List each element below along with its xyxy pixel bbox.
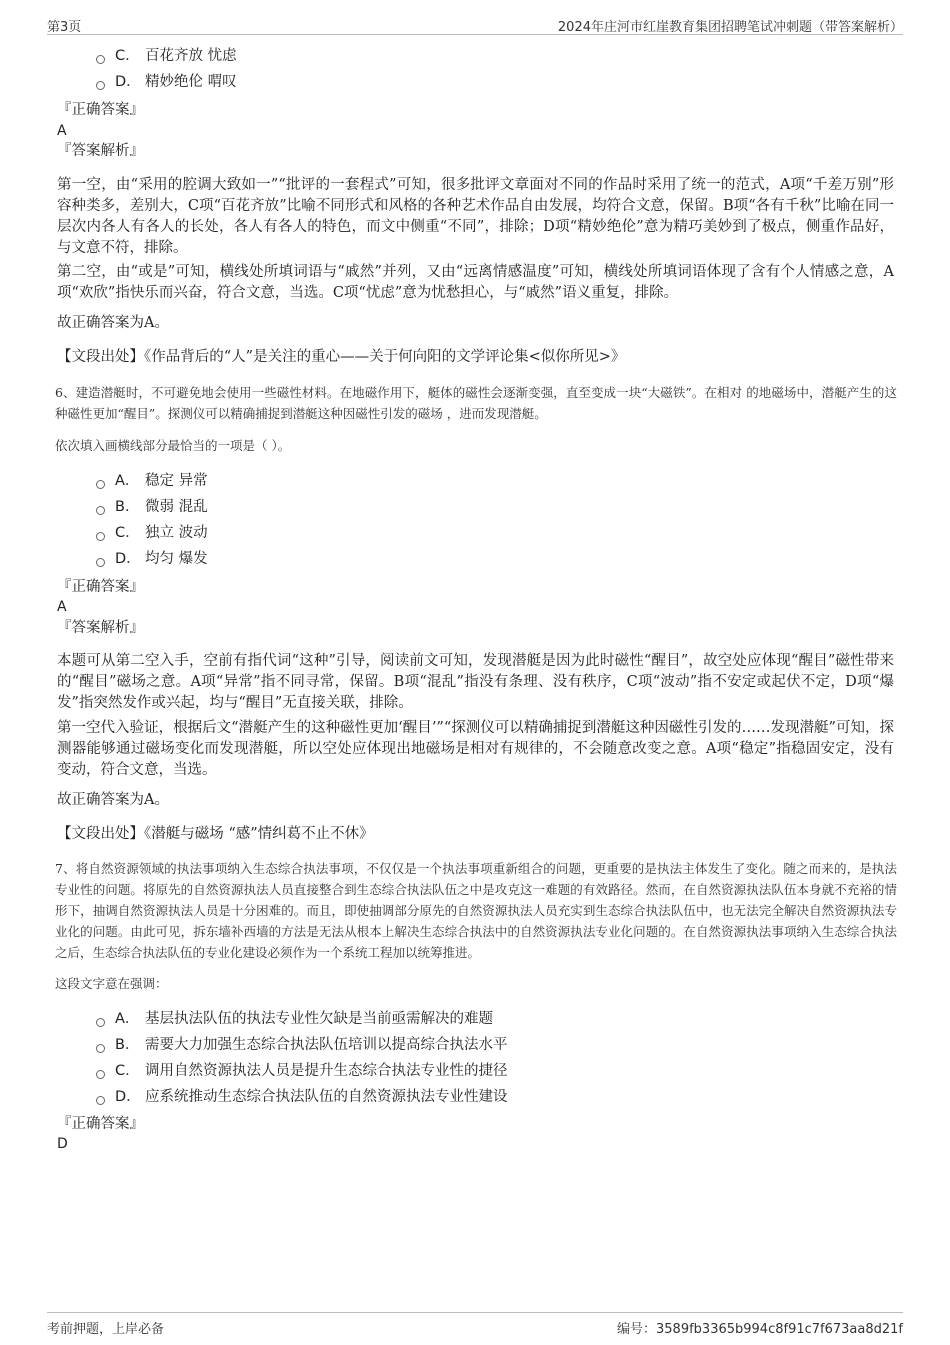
q6-options	[96, 468, 208, 572]
document-serial: 编号：3589fb3365b994c8f91c7f673aa8d21f	[617, 1322, 903, 1337]
radio-circle-icon[interactable]	[96, 532, 105, 541]
radio-circle-icon[interactable]	[96, 81, 105, 90]
q5-option-d[interactable]: D． 精妙绝伦 喟叹	[96, 69, 237, 95]
q6-option-b[interactable]: B． 微弱 混乱	[96, 494, 208, 520]
q6-option-d[interactable]: D． 均匀 爆发	[96, 546, 208, 572]
radio-circle-icon[interactable]	[96, 1096, 105, 1105]
q6-correct-answer-label: 『正确答案』	[57, 579, 144, 595]
q7-option-a[interactable]: A． 基层执法队伍的执法专业性欠缺是当前亟需解决的难题	[96, 1006, 508, 1032]
q7-prompt: 这段文字意在强调：	[55, 976, 168, 991]
q6-answer: A	[57, 599, 67, 615]
page-footer	[47, 1312, 903, 1337]
radio-circle-icon[interactable]	[96, 1044, 105, 1053]
q6-analysis-para-1: 本题可从第二空入手，空前有指代词“这种”引导，阅读前文可知，发现潜艇是因为此时磁性“醒目”，故空处应体现“醒目”磁性带来的“醒目”磁场之意。A项“异常”指不同寻常，保留。B项“混乱”指没有条理、没有秩序，C项“波动”指不安定或起伏不定，D项“爆发”指突然发作或兴起，均与“醒目”无直接关联，排除。	[57, 653, 894, 711]
footer-slogan: 考前押题，上岸必备	[47, 1322, 165, 1337]
q5-answer: A	[57, 123, 67, 139]
q5-analysis-para-1: 第一空，由“采用的腔调大致如一”“批评的一套程式”可知，很多批评文章面对不同的作品时采用了统一的范式，A项“千差万别”形容种类多，差别大，C项“百花齐放”比喻不同形式和风格的各种艺术作品自由发展，均符合文意，保留。B项“各有千秋”比喻在同一层次内各人有各人的长处，各人有各人的特色，而文中侧重“不同”，排除；D项“精妙绝伦”意为精巧美妙到了极点，侧重作品好，与文意不符，排除。	[57, 177, 894, 256]
q5-source: 【文段出处】《作品背后的“人”是关注的重心——关于何向阳的文学评论集<似你所见>》	[57, 349, 626, 365]
q7-option-c[interactable]: C． 调用自然资源执法人员是提升生态综合执法专业性的捷径	[96, 1058, 508, 1084]
q7-options	[96, 1006, 508, 1110]
q6-option-a[interactable]: A． 稳定 异常	[96, 468, 208, 494]
q6-stem: 6、建造潜艇时，不可避免地会使用一些磁性材料。在地磁作用下，艇体的磁性会逐渐变强，直至变成一块“大磁铁”。在相对 的地磁场中，潜艇产生的这种磁性更加“醒目”。探测仪可以精确捕捉到潜艇这种因磁性引发的磁场 ，进而发现潜艇。	[55, 385, 897, 421]
q5-analysis-conclusion: 故正确答案为A。	[57, 315, 169, 331]
radio-circle-icon[interactable]	[96, 1018, 105, 1027]
radio-circle-icon[interactable]	[96, 480, 105, 489]
q7-stem: 7、将自然资源领域的执法事项纳入生态综合执法事项，不仅仅是一个执法事项重新组合的问题，更重要的是执法主体发生了变化。随之而来的，是执法专业性的问题。将原先的自然资源执法人员直接整合到生态综合执法队伍之中是攻克这一难题的有效路径。然而，在自然资源执法队伍本身就不充裕的情形下，抽调自然资源执法人员是十分困难的。而且，即使抽调部分原先的自然资源执法人员充实到生态综合执法队伍中，也无法完全解决自然资源执法专业化的问题。由此可见，拆东墙补西墙的方法是无法从根本上解决生态综合执法中的自然资源执法专业化问题的。在自然资源执法事项纳入生态综合执法之后，生态综合执法队伍的专业化建设必须作为一个系统工程加以统筹推进。	[55, 861, 897, 960]
q5-option-c[interactable]: C． 百花齐放 忧虑	[96, 43, 237, 69]
q7-answer: D	[57, 1136, 68, 1152]
page-header	[47, 12, 903, 35]
q5-correct-answer-label: 『正确答案』	[57, 102, 144, 118]
radio-circle-icon[interactable]	[96, 506, 105, 515]
q5-analysis-para-2: 第二空，由“或是”可知，横线处所填词语与“戚然”并列，又由“远离情感温度”可知，横线处所填词语体现了含有个人情感之意，A项“欢欣”指快乐而兴奋，符合文意，当选。C项“忧虑”意为忧愁担心，与“戚然”语义重复，排除。	[57, 264, 894, 301]
radio-circle-icon[interactable]	[96, 1070, 105, 1079]
q6-option-c[interactable]: C． 独立 波动	[96, 520, 208, 546]
radio-circle-icon[interactable]	[96, 55, 105, 64]
q7-option-b[interactable]: B． 需要大力加强生态综合执法队伍培训以提高综合执法水平	[96, 1032, 508, 1058]
q6-prompt: 依次填入画横线部分最恰当的一项是（ ）。	[55, 438, 291, 453]
document-title: 2024年庄河市红崖教育集团招聘笔试冲刺题（带答案解析）	[557, 20, 903, 35]
q6-analysis-conclusion: 故正确答案为A。	[57, 792, 169, 808]
radio-circle-icon[interactable]	[96, 558, 105, 567]
q5-options	[96, 43, 237, 95]
q6-analysis-para-2: 第一空代入验证，根据后文“潜艇产生的这种磁性更加‘醒目’”“探测仪可以精确捕捉到潜艇这种因磁性引发的……发现潜艇”可知，探测器能够通过磁场变化而发现潜艇，所以空处应体现出地磁场是相对有规律的，不会随意改变之意。A项“稳定”指稳固安定，没有变动，符合文意，当选。	[57, 720, 894, 778]
q5-analysis-label: 『答案解析』	[57, 143, 144, 159]
page-number: 第3页	[47, 20, 82, 35]
q6-source: 【文段出处】《潜艇与磁场 “感”情纠葛不止不休》	[57, 826, 374, 842]
q6-analysis-label: 『答案解析』	[57, 620, 144, 636]
q7-option-d[interactable]: D． 应系统推动生态综合执法队伍的自然资源执法专业性建设	[96, 1084, 508, 1110]
q7-correct-answer-label: 『正确答案』	[57, 1116, 144, 1132]
